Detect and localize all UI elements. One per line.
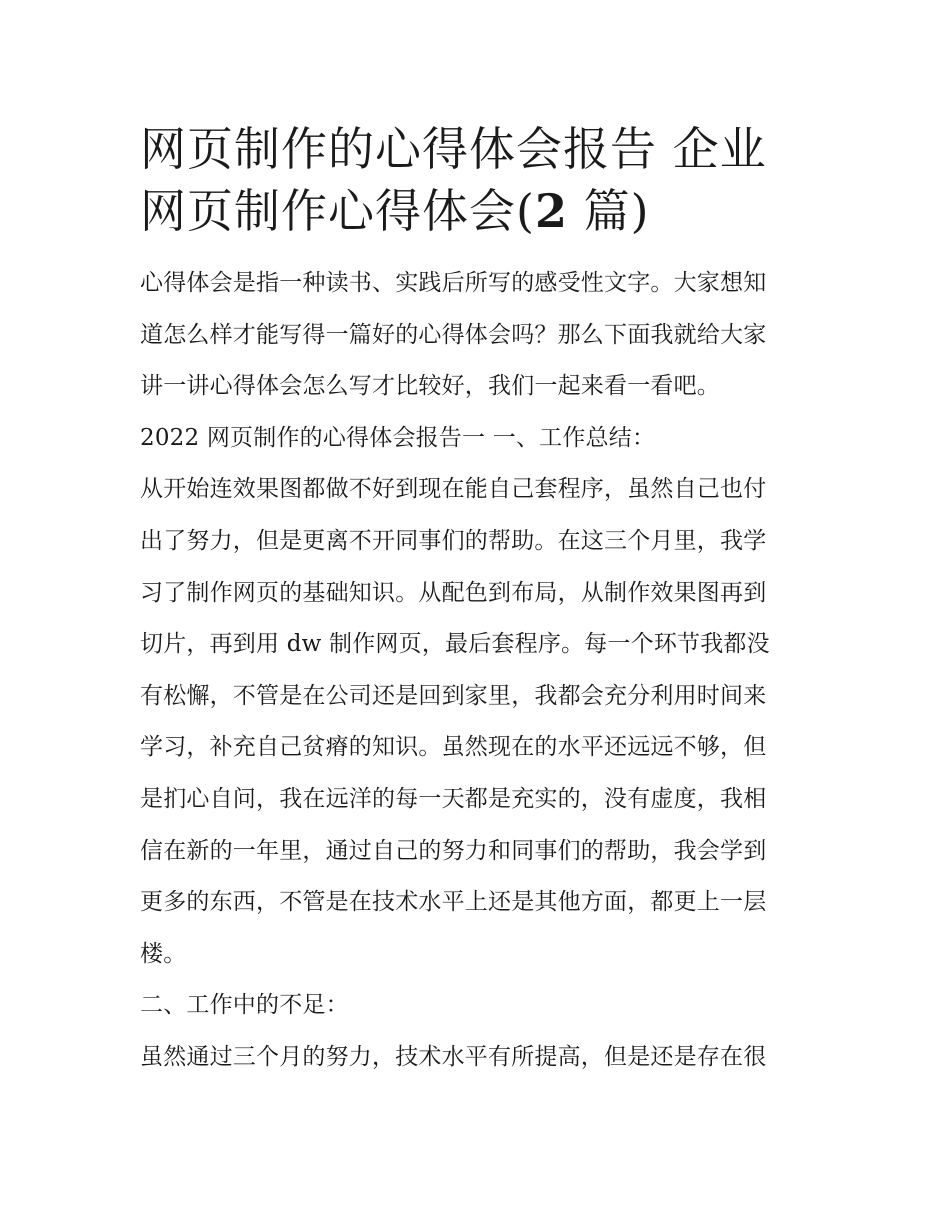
body-line: 虽然通过三个月的努力，技术水平有所提高，但是还是存在很: [140, 1043, 767, 1070]
body-line: 切片，再到用 dw 制作网页，最后套程序。每一个环节我都没: [140, 631, 770, 658]
body-line: 从开始连效果图都做不好到现在能自己套程序，虽然自己也付: [140, 476, 767, 503]
body-line: 是扪心自问，我在远洋的每一天都是充实的，没有虚度，我相: [140, 785, 767, 812]
body-line: 出了努力，但是更离不开同事们的帮助。在这三个月里，我学: [140, 527, 767, 554]
body-line: 更多的东西，不管是在技术水平上还是其他方面，都更上一层: [140, 889, 767, 916]
body-line: 心得体会是指一种读书、实践后所写的感受性文字。大家想知: [140, 270, 767, 296]
title-line-2-number: 2: [534, 184, 568, 238]
title-line-2-prefix: 网页制作心得体会(: [140, 184, 535, 238]
document-title: [140, 118, 812, 242]
body-line: 学习，补充自己贫瘠的知识。虽然现在的水平还远远不够，但: [140, 734, 767, 761]
section-heading: 二、工作中的不足：: [140, 992, 349, 1019]
body-line: 道怎么样才能写得一篇好的心得体会吗？那么下面我就给大家: [140, 321, 767, 348]
body-line: 有松懈，不管是在公司还是回到家里，我都会充分利用时间来: [140, 682, 767, 709]
body-line: 信在新的一年里，通过自己的努力和同事们的帮助，我会学到: [140, 837, 767, 864]
title-line-1: 网页制作的心得体会报告 企业: [140, 122, 767, 176]
body-line: 楼。: [140, 940, 187, 967]
body-line: 讲一讲心得体会怎么写才比较好，我们一起来看一看吧。: [140, 373, 720, 400]
document-body: [140, 258, 812, 1084]
document-content: [140, 118, 812, 1084]
title-line-2-suffix: 篇): [567, 184, 650, 238]
section-heading: 2022 网页制作的心得体会报告一 一、工作总结：: [140, 424, 656, 451]
body-line: 习了制作网页的基础知识。从配色到布局，从制作效果图再到: [140, 579, 767, 606]
